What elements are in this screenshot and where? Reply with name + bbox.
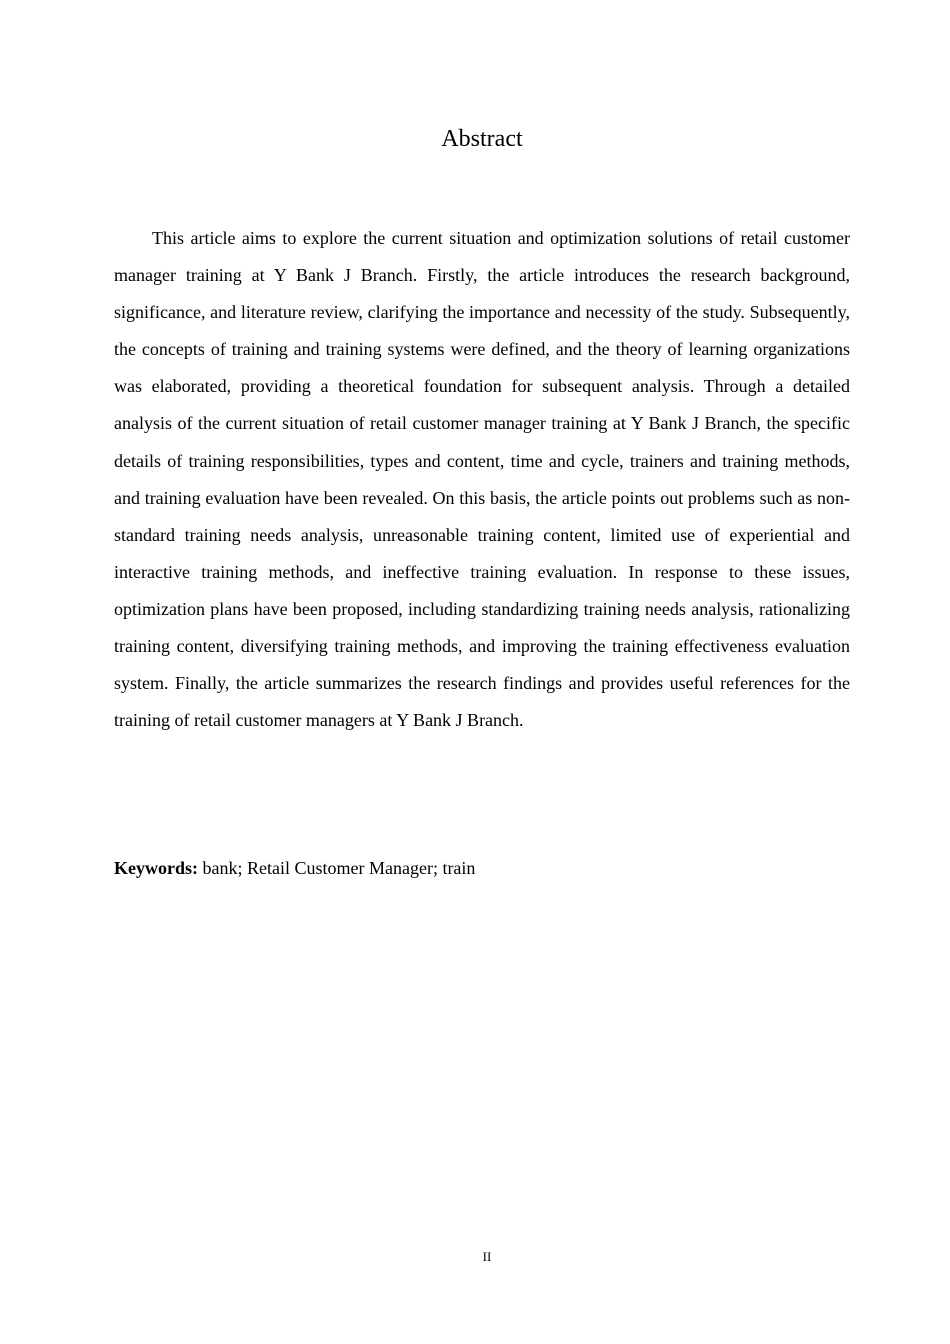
keywords-value: bank; Retail Customer Manager; train [202,858,476,878]
keywords-label: Keywords: [114,858,198,878]
keywords-line [114,853,850,883]
page-number: II [482,1249,492,1264]
abstract-paragraph: This article aims to explore the current situation and optimization solutions of retail customer manager training at Y Bank J Branch. Firstly, the article introduces the research background, significance, and literature review, clarifying the importance and necessity of the study. Subsequently, the concepts of training and training systems were defined, and the theory of learning organizations was elaborated, providing a theoretical foundation for subsequent analysis. Through a detailed analysis of the current situation of retail customer manager training at Y Bank J Branch, the specific details of training responsibilities, types and content, time and cycle, trainers and training methods, and training evaluation have been revealed. On this basis, the article points out problems such as non-standard training needs analysis, unreasonable training content, limited use of experiential and interactive training methods, and ineffective training evaluation. In response to these issues, optimization plans have been proposed, including standardizing training needs analysis, rationalizing training content, diversifying training methods, and improving the training effectiveness evaluation system. Finally, the article summarizes the research findings and provides useful references for the training of retail customer managers at Y Bank J Branch. [114,228,850,731]
page-title: Abstract [441,126,523,152]
